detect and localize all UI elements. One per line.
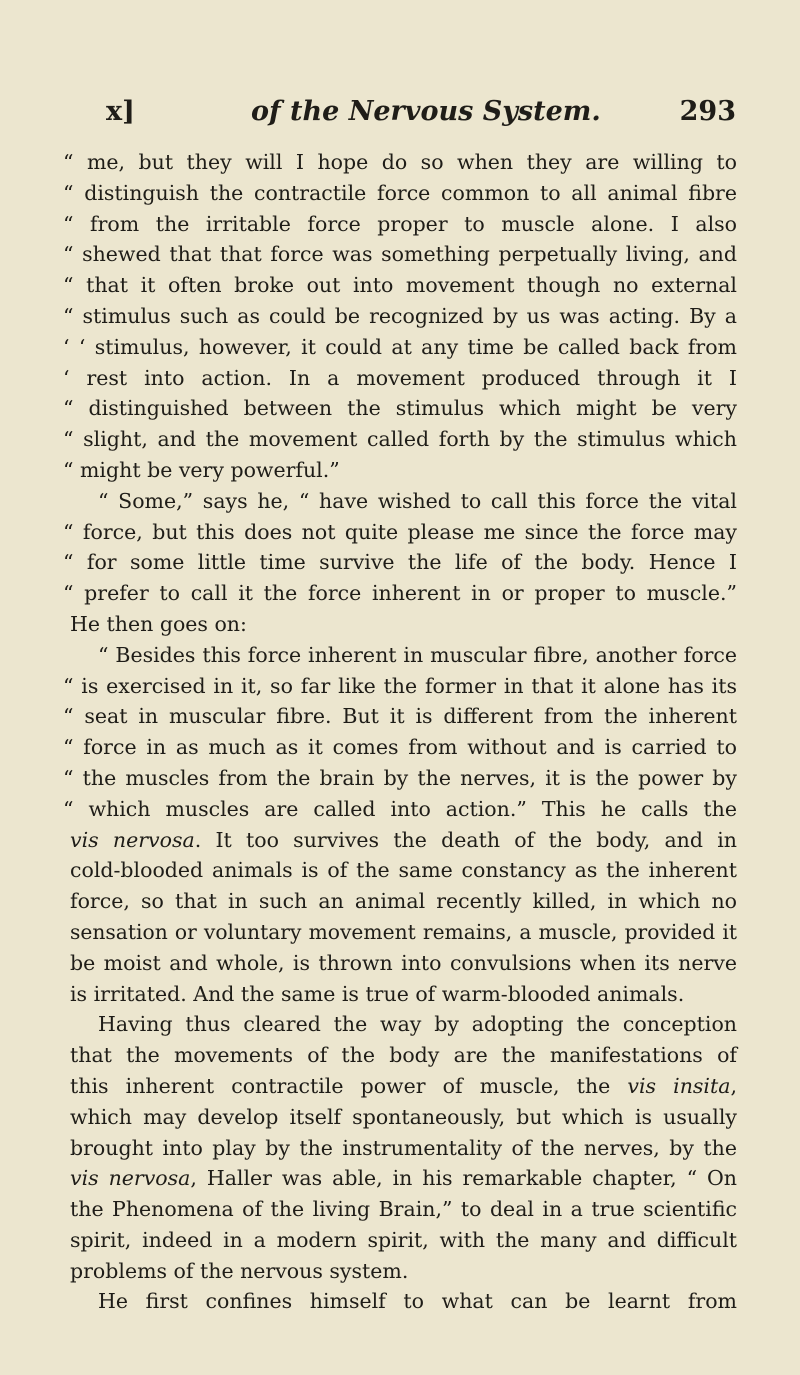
- text-line: problems of the nervous system.: [70, 1258, 409, 1283]
- text-line: this inherent contractile power of muscle, the vis insita,: [70, 1073, 737, 1098]
- text-line: “ stimulus such as could be recognized by us was acting. By a: [63, 303, 737, 328]
- text-line: Having thus cleared the way by adopting the conception: [98, 1012, 737, 1037]
- text-line: “ from the irritable force proper to muscle alone. I also: [63, 211, 737, 236]
- text-line: vis nervosa, Haller was able, in his remarkable chapter, “ On: [70, 1166, 738, 1191]
- text-line: is irritated. And the same is true of warm-blooded animals.: [70, 981, 685, 1006]
- text-line: force, so that in such an animal recently killed, in which no: [70, 889, 737, 914]
- text-line: “ distinguished between the stimulus which might be very: [63, 396, 737, 421]
- text-line: cold-blooded animals is of the same constancy as the inherent: [70, 858, 737, 883]
- text-line: which may develop itself spontaneously, but which is usually: [70, 1104, 737, 1129]
- running-title: of the Nervous System.: [251, 96, 601, 127]
- text-line: be moist and whole, is thrown into convulsions when its nerve: [70, 950, 737, 975]
- text-line: “ shewed that that force was something perpetually living, and: [63, 242, 737, 267]
- text-line: “ force, but this does not quite please me since the force may: [63, 519, 737, 544]
- text-line: “ force in as much as it comes from without and is carried to: [63, 735, 737, 760]
- page-number: 293: [679, 96, 736, 127]
- text-line: ‘ rest into action. In a movement produced through it I: [63, 365, 737, 390]
- running-header: [106, 96, 736, 136]
- text-line: spirit, indeed in a modern spirit, with the many and difficult: [70, 1227, 737, 1252]
- text-line: “ is exercised in it, so far like the former in that it alone has its: [63, 673, 737, 698]
- text-line: “ distinguish the contractile force common to all animal fibre: [63, 180, 737, 205]
- text-line: “ for some little time survive the life of the body. Hence I: [63, 550, 737, 575]
- text-line: “ might be very powerful.”: [63, 457, 340, 482]
- chapter-number: x]: [106, 96, 135, 127]
- text-line: “ Some,” says he, “ have wished to call this force the vital: [98, 488, 737, 513]
- text-line: “ which muscles are called into action.” This he calls the: [63, 796, 737, 821]
- text-line: vis nervosa. It too survives the death of the body, and in: [70, 827, 737, 852]
- text-line: that the movements of the body are the manifestations of: [70, 1043, 737, 1068]
- text-line: “ the muscles from the brain by the nerves, it is the power by: [63, 765, 737, 790]
- text-line: the Phenomena of the living Brain,” to deal in a true scientific: [70, 1197, 737, 1222]
- text-line: “ seat in muscular fibre. But it is different from the inherent: [63, 704, 737, 729]
- text-line: He then goes on:: [70, 611, 247, 636]
- text-line: brought into play by the instrumentality of the nerves, by the: [70, 1135, 737, 1160]
- text-line: “ me, but they will I hope do so when they are willing to: [63, 150, 737, 174]
- text-line: “ that it often broke out into movement though no external: [63, 273, 737, 298]
- text-line: sensation or voluntary movement remains, a muscle, provided it: [70, 919, 737, 944]
- text-line: “ slight, and the movement called forth by the stimulus which: [63, 427, 737, 452]
- text-line: “ Besides this force inherent in muscular fibre, another force: [98, 642, 737, 667]
- text-line: “ prefer to call it the force inherent in or proper to muscle.”: [63, 581, 737, 606]
- text-line: ‘ ‘ stimulus, however, it could at any time be called back from: [63, 334, 737, 359]
- text-line: He first confines himself to what can be learnt from: [98, 1289, 737, 1314]
- body-text: [63, 147, 738, 1317]
